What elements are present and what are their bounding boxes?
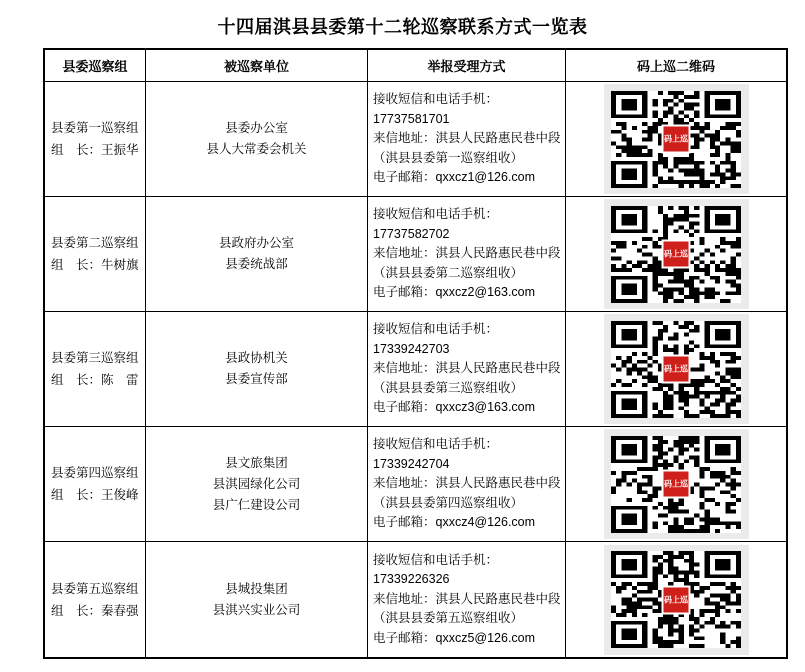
group-leader: 组 长：秦春强 bbox=[51, 603, 139, 618]
qr-cell bbox=[566, 197, 786, 312]
qr-badge bbox=[662, 355, 691, 384]
contact-line: 来信地址：淇县人民路惠民巷中段 bbox=[373, 246, 561, 261]
contact-line: 电子邮箱：qxxcz3@163.com bbox=[373, 400, 536, 415]
contact-cell bbox=[368, 197, 566, 312]
contact-line: 接收短信和电话手机： bbox=[373, 437, 499, 452]
inspected-unit: 县委宣传部 bbox=[225, 372, 288, 386]
qr-badge-label: 码上巡 bbox=[664, 479, 688, 489]
contact-line: 来信地址：淇县人民路惠民巷中段 bbox=[373, 361, 561, 376]
contact-cell bbox=[368, 427, 566, 542]
qr-cell bbox=[566, 542, 786, 657]
contact-line: 电子邮箱：qxxcz1@126.com bbox=[373, 170, 536, 185]
header-cell-contact: 举报受理方式 bbox=[368, 50, 566, 82]
contact-cell bbox=[368, 82, 566, 197]
contact-cell bbox=[368, 312, 566, 427]
inspected-unit: 县文旅集团 bbox=[225, 455, 288, 470]
group-leader: 组 长：王俊峰 bbox=[51, 488, 139, 502]
qr-code-image bbox=[604, 84, 749, 194]
contact-line: 电子邮箱：qxxcz2@163.com bbox=[373, 285, 536, 300]
qr-badge bbox=[662, 585, 691, 614]
inspection-group-name: 县委第二巡察组 bbox=[51, 236, 139, 250]
qr-cell bbox=[566, 312, 786, 427]
qr-code-image bbox=[604, 314, 749, 424]
qr-code-image bbox=[604, 545, 749, 655]
qr-cell bbox=[566, 427, 786, 542]
inspected-unit: 县政协机关 bbox=[225, 351, 288, 365]
inspection-group-name: 县委第四巡察组 bbox=[51, 466, 139, 480]
inspected-unit: 县委办公室 bbox=[225, 121, 288, 135]
inspected-units-cell bbox=[146, 197, 368, 312]
qr-badge-label: 码上巡 bbox=[664, 364, 688, 374]
contact-line: 来信地址：淇县人民路惠民巷中段 bbox=[373, 131, 561, 146]
contact-line: 来信地址：淇县人民路惠民巷中段 bbox=[373, 476, 561, 491]
qr-badge bbox=[662, 240, 691, 269]
contact-line: 接收短信和电话手机： bbox=[373, 552, 499, 567]
inspected-units-cell bbox=[146, 312, 368, 427]
inspection-group-name: 县委第一巡察组 bbox=[51, 121, 139, 135]
inspected-unit: 县淇园绿化公司 bbox=[212, 476, 301, 491]
table-row-group-cell bbox=[45, 197, 146, 312]
qr-badge bbox=[662, 125, 691, 154]
contact-line: 17339242703 bbox=[373, 341, 450, 356]
group-leader: 组 长：陈 雷 bbox=[51, 373, 139, 387]
header-cell-units: 被巡察单位 bbox=[146, 50, 368, 82]
contact-line: （淇县县委第一巡察组收） bbox=[373, 150, 524, 165]
inspected-unit: 县政府办公室 bbox=[218, 236, 294, 250]
table-row-group-cell bbox=[45, 312, 146, 427]
inspected-unit: 县淇兴实业公司 bbox=[212, 602, 301, 617]
header-cell-qrcode: 码上巡二维码 bbox=[566, 50, 786, 82]
contact-line: 接收短信和电话手机： bbox=[373, 92, 499, 107]
table-row-group-cell bbox=[45, 82, 146, 197]
contact-line: 17737581701 bbox=[373, 111, 450, 126]
group-leader: 组 长：牛树旗 bbox=[51, 258, 139, 272]
inspected-unit: 县广仁建设公司 bbox=[212, 497, 301, 512]
header-cell-group: 县委巡察组 bbox=[45, 50, 146, 82]
contact-line: （淇县县委第五巡察组收） bbox=[373, 611, 524, 626]
page-title: 十四届淇县县委第十二轮巡察联系方式一览表 bbox=[217, 17, 588, 37]
table-row-group-cell bbox=[45, 427, 146, 542]
qr-code-image bbox=[604, 429, 749, 539]
qr-badge-label: 码上巡 bbox=[664, 249, 688, 259]
inspected-unit: 县委统战部 bbox=[225, 257, 288, 271]
inspected-units-cell bbox=[146, 542, 368, 657]
contact-line: 接收短信和电话手机： bbox=[373, 207, 499, 222]
inspected-unit: 县城投集团 bbox=[225, 581, 288, 596]
contact-cell bbox=[368, 542, 566, 657]
contact-line: 来信地址：淇县人民路惠民巷中段 bbox=[373, 591, 561, 606]
contact-line: 电子邮箱：qxxcz4@126.com bbox=[373, 515, 536, 530]
contact-line: 17737582702 bbox=[373, 226, 450, 241]
inspection-table bbox=[43, 48, 788, 659]
table-row-group-cell bbox=[45, 542, 146, 657]
inspected-units-cell bbox=[146, 82, 368, 197]
inspected-units-cell bbox=[146, 427, 368, 542]
contact-line: 17339226326 bbox=[373, 572, 450, 587]
contact-line: 电子邮箱：qxxcz5@126.com bbox=[373, 630, 536, 645]
group-leader: 组 长：王振华 bbox=[51, 143, 139, 157]
contact-line: 17339242704 bbox=[373, 456, 450, 471]
inspection-group-name: 县委第五巡察组 bbox=[51, 581, 139, 596]
qr-badge bbox=[662, 470, 691, 499]
qr-code-image bbox=[604, 199, 749, 309]
qr-badge-label: 码上巡 bbox=[664, 595, 688, 604]
contact-line: （淇县县委第四巡察组收） bbox=[373, 495, 524, 510]
contact-line: （淇县县委第三巡察组收） bbox=[373, 380, 524, 395]
contact-line: 接收短信和电话手机： bbox=[373, 322, 499, 337]
inspected-unit: 县人大常委会机关 bbox=[206, 142, 307, 156]
inspection-group-name: 县委第三巡察组 bbox=[51, 351, 139, 365]
contact-line: （淇县县委第二巡察组收） bbox=[373, 265, 524, 280]
qr-cell bbox=[566, 82, 786, 197]
qr-badge-label: 码上巡 bbox=[664, 134, 688, 144]
